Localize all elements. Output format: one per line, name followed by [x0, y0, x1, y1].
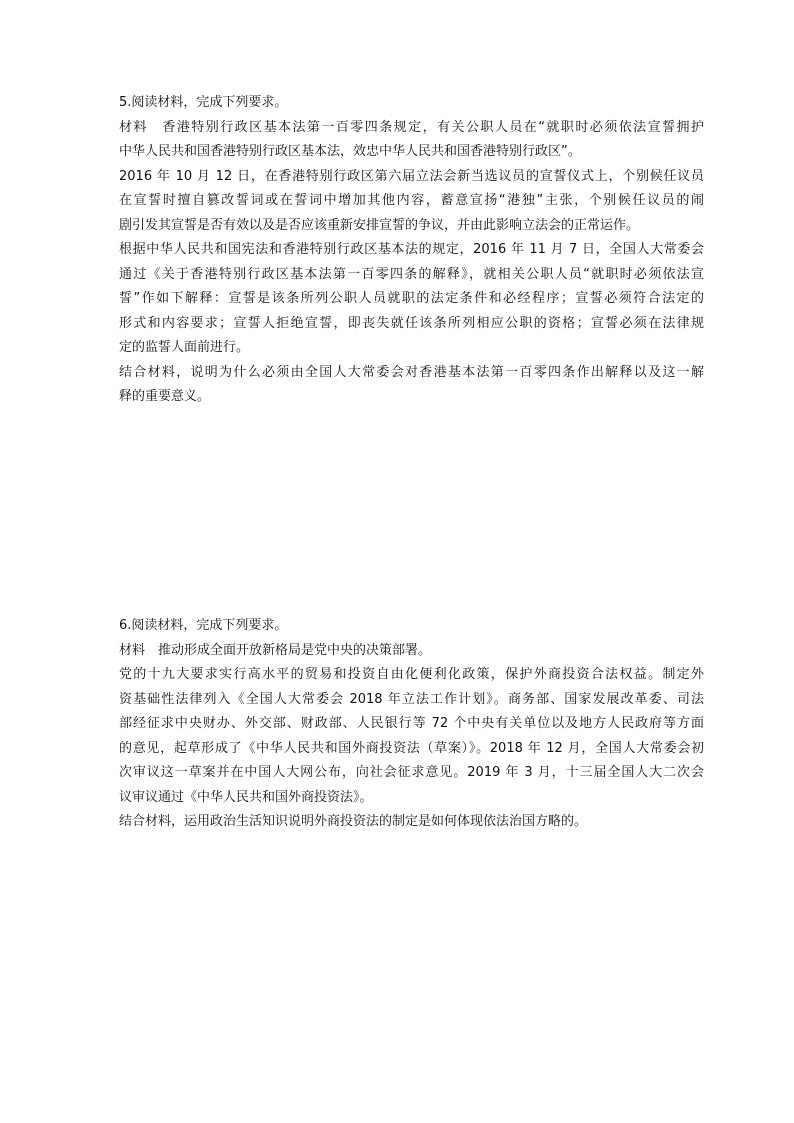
- material-line: 誓”作如下解释：宣誓是该条所列公职人员就职的法定条件和必经程序；宣誓必须符合法定的: [119, 291, 704, 306]
- material-line: 议审议通过《中华人民共和国外商投资法》。: [119, 789, 373, 805]
- material-line: 2016 年 10 月 12 日，在香港特别行政区第六届立法会新当选议员的宣誓仪式上，个别候任议员: [119, 168, 704, 184]
- material-line: 材料 香港特别行政区基本法第一百零四条规定，有关公职人员在“就职时必须依法宣誓拥护: [119, 119, 704, 135]
- question-5: [119, 91, 704, 410]
- question-title: 5.阅读材料，完成下列要求。: [119, 95, 288, 110]
- material-line: 形式和内容要求；宣誓人拒绝宣誓，即丧失就任该条所列相应公职的资格；宣誓必须在法律规: [119, 315, 704, 331]
- material-line: 资基础性法律列入《全国人大常委会 2018 年立法工作计划》。商务部、国家发展改革委、司法: [119, 691, 704, 707]
- material-line: 剧引发其宣誓是否有效以及是否应该重新安排宣誓的争议，并由此影响立法会的正常运作。: [119, 217, 640, 233]
- question-6: [119, 614, 704, 835]
- question-prompt: 释的重要意义。: [119, 389, 211, 404]
- material-line: 通过《关于香港特别行政区基本法第一百零四条的解释》，就相关公职人员“就职时必须依法宣: [119, 266, 704, 282]
- material-line: 在宣誓时擅自篡改誓词或在誓词中增加其他内容，蓄意宣扬“港独”主张，个别候任议员的闹: [119, 193, 704, 208]
- question-prompt: 结合材料，说明为什么必须由全国人大常委会对香港基本法第一百零四条作出解释以及这一解: [119, 364, 704, 380]
- material-line: 部经征求中央财办、外交部、财政部、人民银行等 72 个中央有关单位以及地方人民政府等方面: [119, 716, 704, 731]
- material-line: 次审议这一草案并在中国人大网公布，向社会征求意见。2019 年 3 月，十三届全国人大二次会: [119, 765, 704, 780]
- material-line: 党的十九大要求实行高水平的贸易和投资自由化便利化政策，保护外商投资合法权益。制定外: [119, 667, 704, 682]
- question-title: 6.阅读材料，完成下列要求。: [119, 618, 288, 633]
- material-line: 定的监誓人面前进行。: [119, 340, 250, 355]
- material-line: 中华人民共和国香港特别行政区基本法，效忠中华人民共和国香港特别行政区”。: [119, 144, 581, 159]
- material-line: 的意见，起草形成了《中华人民共和国外商投资法（草案）》。2018 年 12 月，全国人大常委会初: [119, 740, 704, 756]
- material-line: 材料 推动形成全面开放新格局是党中央的决策部署。: [119, 642, 432, 658]
- material-line: 根据中华人民共和国宪法和香港特别行政区基本法的规定，2016 年 11 月 7 日，全国人大常委会: [119, 242, 704, 257]
- question-prompt: 结合材料，运用政治生活知识说明外商投资法的制定是如何体现依法治国方略的。: [119, 814, 588, 829]
